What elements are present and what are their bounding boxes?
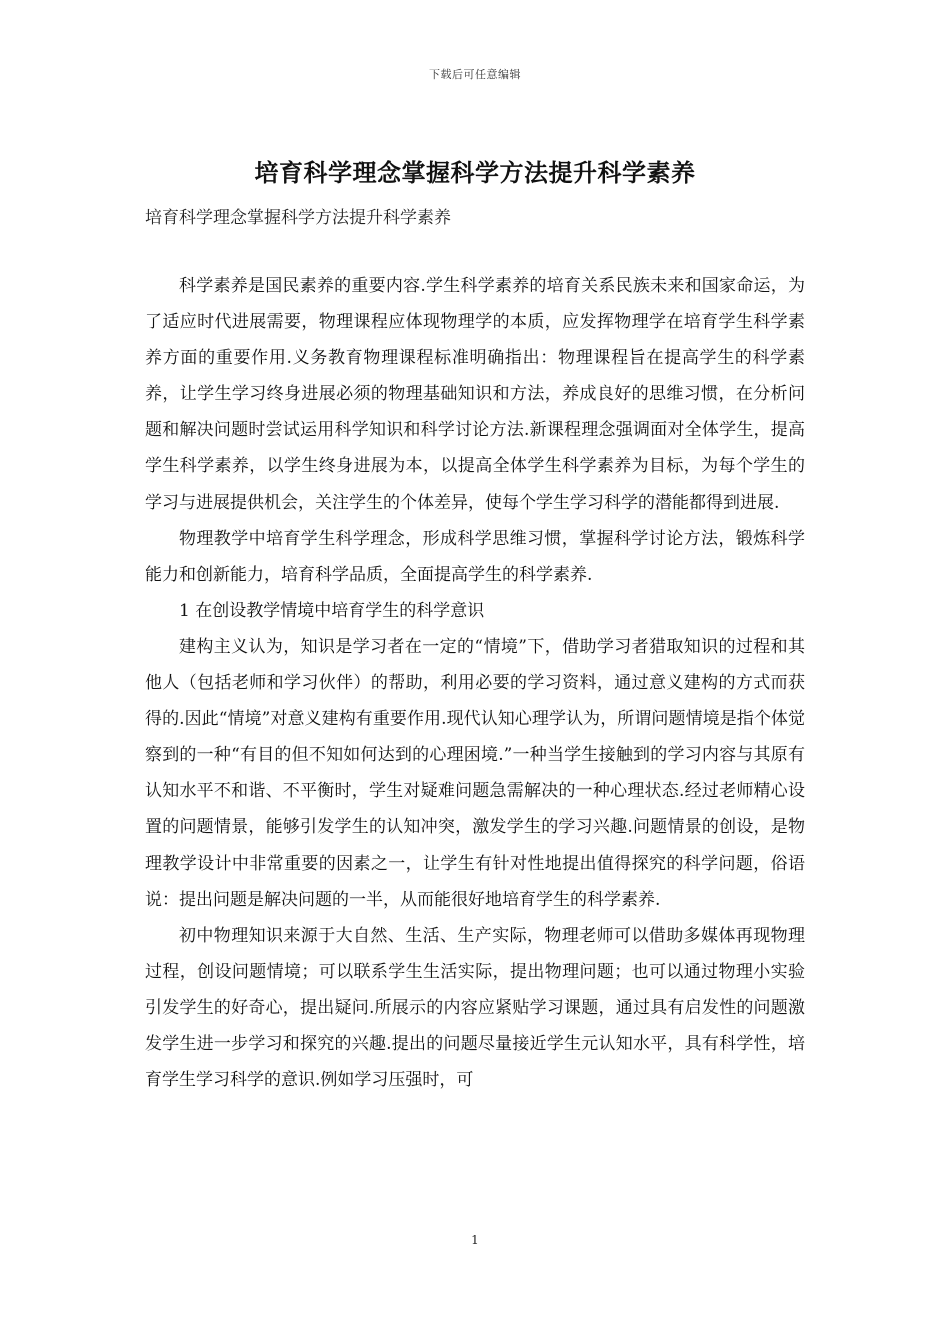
paragraph: 初中物理知识来源于大自然、生活、生产实际，物理老师可以借助多媒体再现物理过程，创设问题情境；可以联系学生生活实际，提出物理问题；也可以通过物理小实验引发学生的好奇心，提出疑问.所展示的内容应紧贴学习课题，通过具有启发性的问题激发学生进一步学习和探究的兴趣.提出的问题尽量接近学生元认知水平，具有科学性，培育学生学习科学的意识.例如学习压强时，可	[145, 925, 805, 1091]
document-body	[145, 268, 805, 1098]
page-number: 1	[471, 1233, 479, 1247]
paragraph: 建构主义认为，知识是学习者在一定的“情境”下，借助学习者猎取知识的过程和其他人（包括老师和学习伙伴）的帮助，利用必要的学习资料，通过意义建构的方式而获得的.因此“情境”对意义建构有重要作用.现代认知心理学认为，所谓问题情境是指个体觉察到的一种“有目的但不知如何达到的心理困境.”一种当学生接触到的学习内容与其原有认知水平不和谐、不平衡时，学生对疑难问题急需解决的一种心理状态.经过老师精心设置的问题情景，能够引发学生的认知冲突，激发学生的学习兴趣.问题情景的创设，是物理教学设计中非常重要的因素之一，让学生有针对性地提出值得探究的科学问题，俗语说：提出问题是解决问题的一半，从而能很好地培育学生的科学素养.	[145, 636, 805, 910]
document-subtitle: 培育科学理念掌握科学方法提升科学素养	[145, 208, 451, 228]
paragraph: 物理教学中培育学生科学理念，形成科学思维习惯，掌握科学讨论方法，锻炼科学能力和创新能力，培育科学品质，全面提高学生的科学素养.	[145, 528, 805, 585]
section-heading: 1 在创设教学情境中培育学生的科学意识	[179, 600, 485, 621]
document-title: 培育科学理念掌握科学方法提升科学素养	[254, 158, 696, 187]
paragraph: 科学素养是国民素养的重要内容.学生科学素养的培育关系民族未来和国家命运，为了适应时代进展需要，物理课程应体现物理学的本质，应发挥物理学在培育学生科学素养方面的重要作用.义务教育物理课程标准明确指出：物理课程旨在提高学生的科学素养，让学生学习终身进展必须的物理基础知识和方法，养成良好的思维习惯，在分析问题和解决问题时尝试运用科学知识和科学讨论方法.新课程理念强调面对全体学生，提高学生科学素养，以学生终身进展为本，以提高全体学生科学素养为目标，为每个学生的学习与进展提供机会，关注学生的个体差异，使每个学生学习科学的潜能都得到进展.	[145, 276, 805, 513]
page-header-note: 下载后可任意编辑	[429, 68, 521, 81]
